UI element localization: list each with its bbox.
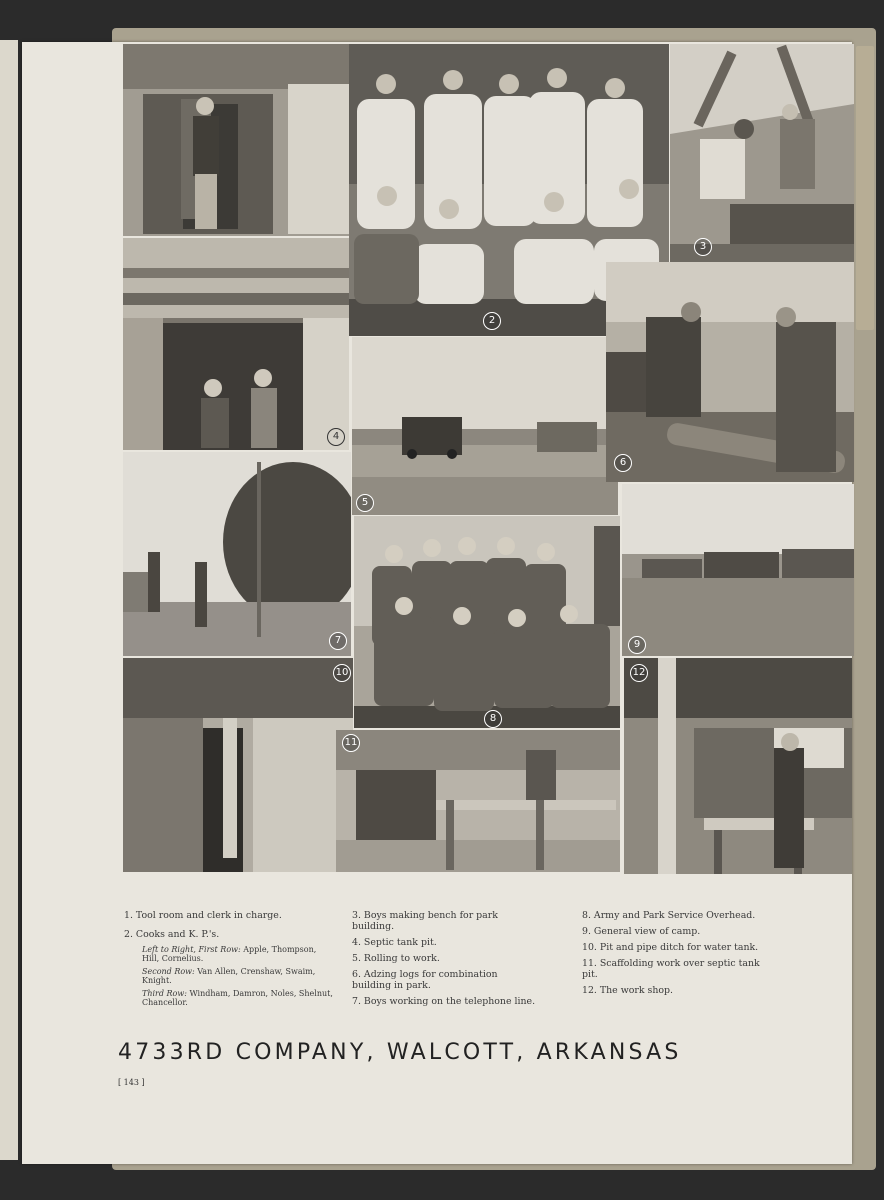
caption-4: 4. Septic tank pit. bbox=[352, 937, 437, 948]
caption-8: 8. Army and Park Service Overhead. bbox=[582, 910, 756, 921]
photo-pit-ditch bbox=[123, 658, 353, 872]
photo-work-shop bbox=[624, 658, 852, 874]
caption-6: 6. Adzing logs for combination building in park. bbox=[352, 969, 498, 991]
photo-number-8: 8 bbox=[484, 710, 502, 728]
photo-camp-view bbox=[622, 484, 854, 656]
caption-7: 7. Boys working on the telephone line. bbox=[352, 996, 536, 1007]
photo-scaffolding bbox=[336, 730, 620, 872]
binding-tab bbox=[856, 46, 874, 330]
photo-number-2: 2 bbox=[483, 312, 501, 330]
caption-11: 11. Scaffolding work over septic tank pit. bbox=[582, 958, 760, 980]
photo-number-10: 10 bbox=[333, 664, 351, 682]
caption-1: 1. Tool room and clerk in charge. bbox=[124, 910, 282, 921]
photo-number-7: 7 bbox=[329, 632, 347, 650]
photo-tool-room bbox=[123, 44, 349, 236]
caption-column-3 bbox=[582, 910, 768, 1001]
caption-10: 10. Pit and pipe ditch for water tank. bbox=[582, 942, 759, 953]
photo-number-11: 11 bbox=[342, 734, 360, 752]
caption-column-2 bbox=[352, 910, 538, 1012]
photo-septic-pit bbox=[123, 238, 349, 450]
caption-2-row-1: Left to Right, First Row: Apple, Thompson, Hill, Cornelius. bbox=[142, 945, 317, 963]
caption-2-row-3: Third Row: Windham, Damron, Noles, Shelnut, Chancellor. bbox=[142, 989, 333, 1007]
photo-rolling-to-work bbox=[352, 337, 618, 515]
photo-adzing-logs bbox=[606, 262, 854, 482]
caption-3: 3. Boys making bench for park building. bbox=[352, 910, 498, 932]
previous-page-edge bbox=[0, 40, 18, 1160]
caption-5: 5. Rolling to work. bbox=[352, 953, 440, 964]
caption-2-row-2: Second Row: Van Allen, Crenshaw, Swaim, Knight. bbox=[142, 967, 316, 985]
caption-2: 2. Cooks and K. P.'s. bbox=[124, 929, 220, 940]
photo-number-12: 12 bbox=[630, 664, 648, 682]
photo-number-6: 6 bbox=[614, 454, 632, 472]
photo-number-3: 3 bbox=[694, 238, 712, 256]
photo-bench-building bbox=[670, 44, 854, 262]
photo-overhead bbox=[354, 516, 620, 728]
photo-number-9: 9 bbox=[628, 636, 646, 654]
caption-12: 12. The work shop. bbox=[582, 985, 673, 996]
photo-telephone-line bbox=[123, 452, 351, 656]
photo-number-5: 5 bbox=[356, 494, 374, 512]
photo-number-4: 4 bbox=[327, 428, 345, 446]
page-number: [ 143 ] bbox=[118, 1078, 145, 1087]
page-title: 4733RD COMPANY, WALCOTT, ARKANSAS bbox=[118, 1040, 682, 1065]
caption-9: 9. General view of camp. bbox=[582, 926, 701, 937]
caption-column-1 bbox=[124, 910, 334, 1011]
